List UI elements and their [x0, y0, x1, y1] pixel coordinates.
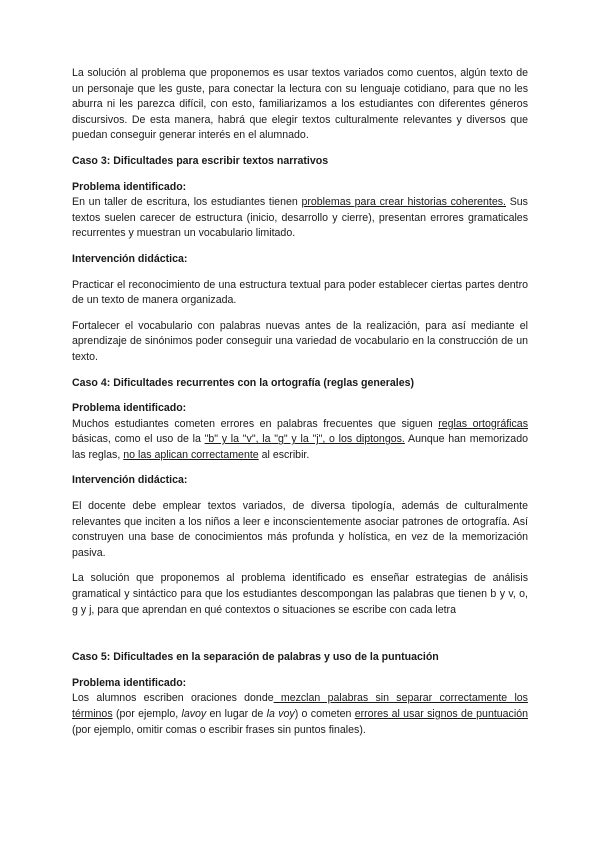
caso4-problema-text-4: al escribir.: [258, 448, 310, 461]
caso5-problema-text-4: ) o cometen: [294, 708, 355, 720]
caso3-problema-underline-1: problemas para crear historias coherentes.: [301, 196, 506, 209]
caso5-problema-italic-2: la voy: [266, 708, 295, 720]
caso5-problema-italic-1: lavoy: [181, 708, 207, 720]
caso3-problema-label: Problema identificado:: [72, 180, 187, 193]
intro-paragraph: La solución al problema que proponemos es usar textos variados como cuentos, algún texto de un personaje que les guste, para conectar la lectura con su lenguaje cotidiano, para que no les aburra ni les parezca difícil, con esto, familiarizamos a los estudiantes con diferentes géneros discursivos. De esta manera, habrá que elegir textos culturalmente relevantes y diversos que puedan conseguir generar interés en el alumnado.: [72, 67, 528, 142]
caso4-problema-text-3: Aunque han memorizado las reglas,: [72, 433, 528, 461]
caso3-intervencion-paragraph-1: Practicar el reconocimiento de una estructura textual para poder establecer ciertas partes dentro de un texto de manera organizada.: [72, 278, 528, 307]
caso4-problema-underline-1: reglas ortográficas: [438, 417, 528, 430]
caso3-problema-text-1: En un taller de escritura, los estudiantes tienen: [72, 196, 302, 209]
caso4-problema-text-2: básicas, como el uso de la: [72, 433, 205, 446]
caso3-intervencion-paragraph-2: Fortalecer el vocabulario con palabras nuevas antes de la realización, para así mediante el aprendizaje de sinónimos poder conseguir una variedad de vocabulario en la construcción de un texto.: [72, 319, 528, 363]
caso5-problema-text-5: (por ejemplo, omitir comas o escribir frases sin puntos finales).: [72, 723, 366, 736]
caso3-problema-paragraph: [72, 195, 528, 242]
caso5-problema-label: Problema identificado:: [72, 676, 187, 689]
caso5-title: Caso 5: Dificultades en la separación de palabras y uso de la puntuación: [72, 651, 439, 664]
caso4-problema-text-1: Muchos estudiantes cometen errores en palabras frecuentes que siguen: [72, 417, 439, 430]
caso4-title: Caso 4: Dificultades recurrentes con la ortografía (reglas generales): [72, 376, 415, 389]
caso4-problema-underline-2: "b" y la "v", la "g" y la "j", o los diptongos.: [204, 433, 405, 446]
caso5-problema-underline-2: errores al usar signos de puntuación: [354, 708, 528, 720]
caso3-problema-text-2: Sus textos suelen carecer de estructura (inicio, desarrollo y cierre), presentan errores gramaticales recurrentes y muestran un vocabulario limitado.: [72, 196, 528, 240]
caso4-intervencion-label: Intervención didáctica:: [72, 474, 188, 487]
caso5-problema-text-3: en lugar de: [206, 708, 267, 720]
caso3-intervencion-label: Intervención didáctica:: [72, 252, 188, 265]
caso4-problema-underline-3: no las aplican correctamente: [123, 448, 259, 461]
caso4-problema-label: Problema identificado:: [72, 402, 187, 415]
document-page: [72, 66, 528, 738]
caso4-intervencion-paragraph-1: El docente debe emplear textos variados, de diversa tipología, además de culturalmente relevantes que inciten a los niños a leer e inconscientemente asociar patrones de ortografía. Así construyen una base de conocimientos más profunda y holística, en vez de la memorización pasiva.: [72, 500, 528, 559]
caso5-problema-text-1: Los alumnos escriben oraciones donde: [72, 692, 274, 705]
caso4-intervencion-paragraph-2: La solución que proponemos al problema identificado es enseñar estrategias de análisis gramatical y sintáctico para que los estudiantes descompongan las palabras que tienen b y v, o, g y j, para que aprendan en qué contextos o situaciones se escribe con cada letra: [72, 572, 528, 616]
caso3-title: Caso 3: Dificultades para escribir textos narrativos: [72, 154, 329, 167]
caso4-problema-paragraph: [72, 417, 528, 464]
caso5-problema-text-2: (por ejemplo,: [112, 708, 182, 720]
caso5-problema-underline-1: mezclan palabras sin separar correctamente los términos: [72, 692, 528, 720]
caso5-problema-paragraph: [72, 691, 528, 738]
